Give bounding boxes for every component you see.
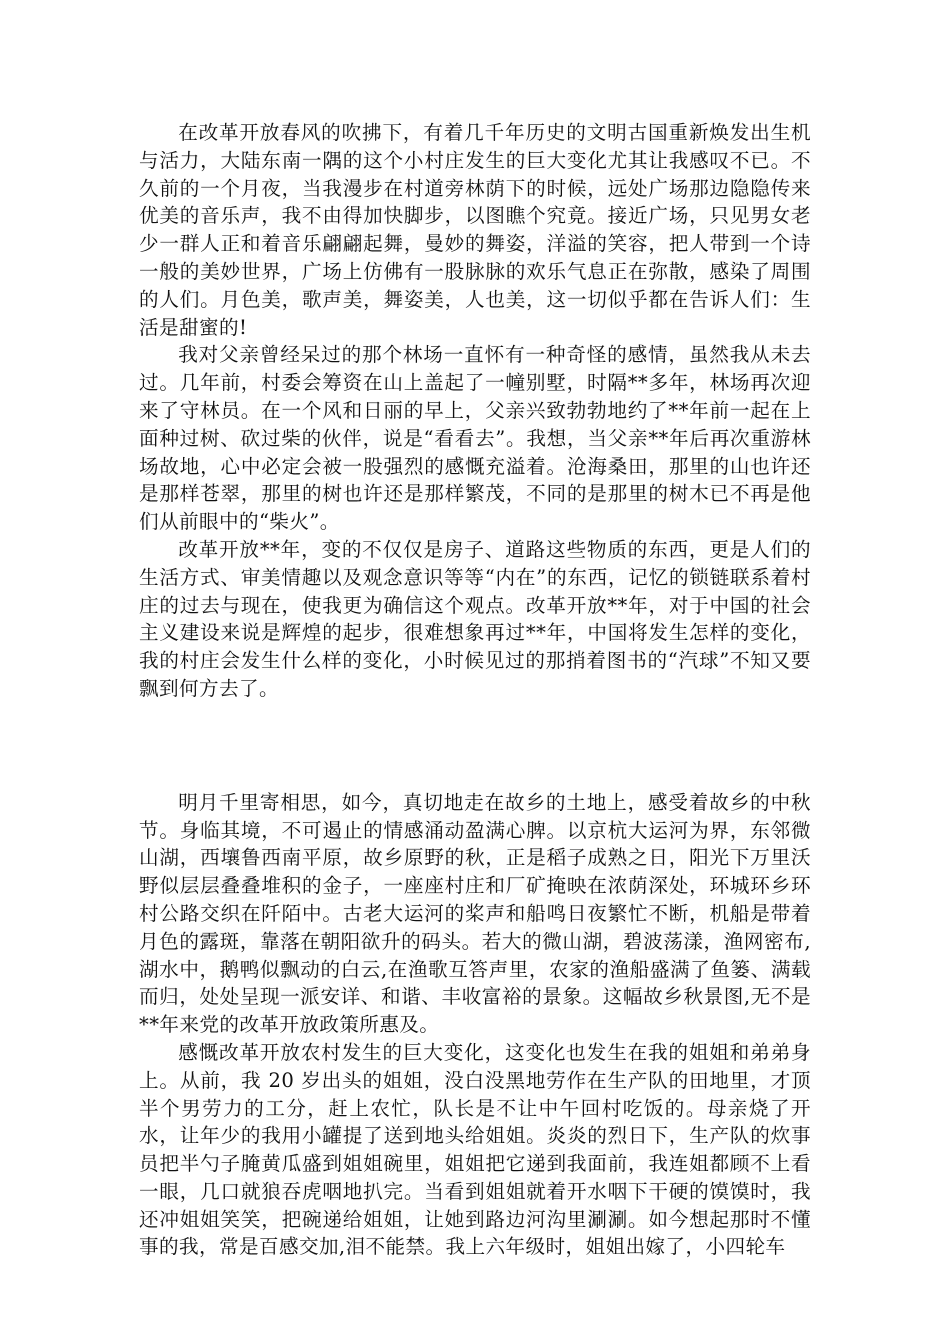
- document-page: [139, 119, 811, 1261]
- section-village-changes: [139, 119, 811, 703]
- paragraph-reform-reflection: 改革开放**年，变的不仅仅是房子、道路这些物质的东西，更是人们的生活方式、审美情趣以及观念意识等等“内在”的东西，记忆的锁链联系着村庄的过去与现在，使我更为确信这个观点。改革开放**年，对于中国的社会主义建设来说是辉煌的起步，很难想象再过**年，中国将发生怎样的变化，我的村庄会发生什么样的变化，小时候见过的那捎着图书的“汽球”不知又要飘到何方去了。: [139, 537, 811, 700]
- paragraph-forest-farm: 我对父亲曾经呆过的那个林场一直怀有一种奇怪的感情，虽然我从未去过。几年前，村委会筹资在山上盖起了一幢别墅，时隔**多年，林场再次迎来了守林员。在一个风和日丽的早上，父亲兴致勃勃地约了**年前一起在上面种过树、砍过柴的伙伴，说是“看看去”。我想，当父亲**年后再次重游林场故地，心中必定会被一股强烈的感慨充溢着。沧海桑田，那里的山也许还是那样苍翠，那里的树也许还是那样繁茂，不同的是那里的树木已不再是他们从前眼中的“柴火”。: [139, 343, 811, 534]
- paragraph-mid-autumn: 明月千里寄相思，如今，真切地走在故乡的土地上，感受着故乡的中秋节。身临其境，不可遏止的情感涌动盈满心脾。以京杭大运河为界，东邻微山湖，西壤鲁西南平原，故乡原野的秋，正是稻子成熟之日，阳光下万里沃野似层层叠叠堆积的金子，一座座村庄和厂矿掩映在浓荫深处，环城环乡环村公路交织在阡陌中。古老大运河的桨声和船鸣日夜繁忙不断，机船是带着月色的露斑，靠落在朝阳欲升的码头。若大的微山湖，碧波荡漾，渔网密布,湖水中，鹅鸭似飘动的白云,在渔歌互答声里，农家的渔船盛满了鱼篓、满载而归，处处呈现一派安详、和谐、丰收富裕的景象。这幅故乡秋景图,无不是**年来党的改革开放政策所惠及。: [139, 790, 811, 1037]
- section-hometown-autumn: [139, 789, 811, 1262]
- section-spacer: [139, 703, 811, 789]
- paragraph-sister-memories: 感慨改革开放农村发生的巨大变化，这变化也发生在我的姐姐和弟弟身上。从前，我 20 岁出头的姐姐，没白没黑地劳作在生产队的田地里，才顶半个男劳力的工分，赶上农忙，队长是不让中午回村吃饭的。母亲烧了开水，让年少的我用小罐提了送到地头给姐姐。炎炎的烈日下，生产队的炊事员把半勺子腌黄瓜盛到姐姐碗里，姐姐把它递到我面前，我连姐都顾不上看一眼，几口就狼吞虎咽地扒完。当看到姐姐就着开水咽下干硬的馍馍时，我还冲姐姐笑笑，把碗递给姐姐，让她到路边河沟里涮涮。如今想起那时不懂事的我，常是百感交加,泪不能禁。我上六年级时，姐姐出嫁了，小四轮车: [139, 1040, 811, 1259]
- paragraph-square-dance: 在改革开放春风的吹拂下，有着几千年历史的文明古国重新焕发出生机与活力，大陆东南一隅的这个小村庄发生的巨大变化尤其让我感叹不已。不久前的一个月夜，当我漫步在村道旁林荫下的时候，远处广场那边隐隐传来优美的音乐声，我不由得加快脚步，以图瞧个究竟。接近广场，只见男女老少一群人正和着音乐翩翩起舞，曼妙的舞姿，洋溢的笑容，把人带到一个诗一般的美妙世界，广场上仿佛有一股脉脉的欢乐气息正在弥散，感染了周围的人们。月色美，歌声美，舞姿美，人也美，这一切似乎都在告诉人们：生活是甜蜜的!: [139, 121, 811, 339]
